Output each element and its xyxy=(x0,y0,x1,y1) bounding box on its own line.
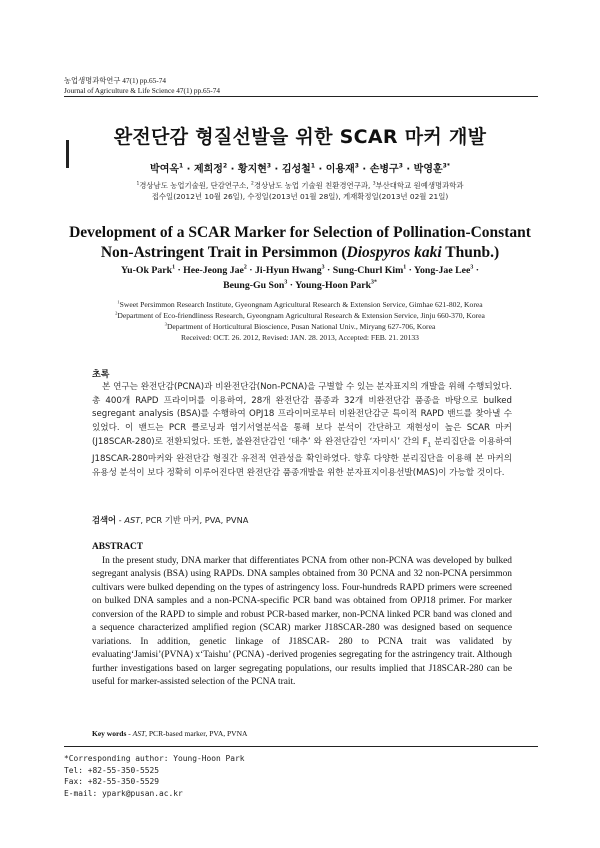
english-author: Hee-Jeong Jae xyxy=(183,265,244,276)
korean-author: 박여옥 xyxy=(150,164,180,175)
english-abstract-text: In the present study, DNA marker that differentiates PCNA from other non-PCNA was developed by bulked segregant analysis (BSA) using RAPDs. DNA samples obtained from 30 PCNA and 32 non-PCNA persimmon cultivars were bulked depending on the types of astringency loss. Four-hundreds RAPD primers were screened on bulked DNA samples and a non-PCNA-specific PCR band was obtained from OPJ18 primer. For marker conversion of the RAPD to simple and robust PCR-based marker, non-PCNA linked PCR band was cloned and a sequence characterized amplified region (SCAR) marker J18SCAR-280 was designed based on sequence variations. In addition, genetic linkage of J18SCAR- 280 to PCNA trait was validated by evaluating‘Jamisi’(PVNA) x‘Taishu’ (PCNA) -derived progenies segregating for the astringency trait. Although further investigations based on larger segregating populations, our results implied that J18SCAR-280 can be useful for marker-assisted selection of the PCNA trait. xyxy=(92,556,512,688)
english-author: Ji-Hyun Hwang xyxy=(254,265,322,276)
korean-author: 박영훈 xyxy=(413,164,443,175)
english-keywords: Key words - AST, PCR-based marker, PVA, PVNA xyxy=(92,729,248,738)
english-dates: Received: OCT. 26. 2012, Revised: JAN. 28. 2013, Accepted: FEB. 21. 20133 xyxy=(181,333,419,342)
korean-author: 이용재 xyxy=(325,164,355,175)
english-author: Beung-Gu Son xyxy=(223,279,285,291)
footnote-rule xyxy=(64,746,538,747)
korean-abstract-text: 본 연구는 완전단감(PCNA)과 비완전단감(Non-PCNA)을 구별할 수 있는 분자표지의 개발을 위해 수행되었다. 총 400개 RAPD 프라이머를 이용하여, 28개 완전단감 품종과 32개 비완전단감 품종을 바탕으로 bulked segregant analysis (BSA)를 수행하여 OPJ18 프라이머로부터 비완전단감군 특이적 RAPD 밴드를 찾아낼 수 있었다. 이 밴드는 PCR 클로닝과 염기서열분석을 통해 보다 분석이 간단하고 재현성이 높은 SCAR 마커(J18SCAR-280)로 전환되었다. 또한, 불완전단감인 ‘태추’ 와 완전단감인 ‘자미시’ 간의 $F_1$ 분리집단을 이용하여 J18SCAR-280마커와 완전단감 형질간 유전적 연관성을 확인하였다. 향후 다양한 분리집단을 이용해 본 마커의 유용성 분석이 보다 정확히 이루어진다면 완전단감 품종개발을 위한 분자표지이용선발(MAS)이 가능할 것이다. xyxy=(92,382,512,478)
korean-author: 손병구 xyxy=(369,164,399,175)
english-title: Development of a SCAR Marker for Selection of Pollination-Constant Non-Astringent Trait in Persimmon (Diospyros kaki Thunb.) xyxy=(69,224,531,261)
korean-author: 김성철 xyxy=(281,164,311,175)
corresponding-author: *Corresponding author: Young-Hoon Park xyxy=(64,754,245,763)
english-author: Yu-Ok Park xyxy=(120,265,173,276)
korean-keywords: 검색어 - AST, PCR 기반 마커, PVA, PVNA xyxy=(92,515,249,525)
korean-author: 제희정 xyxy=(193,164,223,175)
english-affiliations: $^1$Sweet Persimmon Research Institute, Gyeongnam Agricultural Research & Extension Service, Gimhae 621-802, Korea $^2$Department of Eco-friendliness Research, Gyeongnam Agricultural Research & Extension Service, Jinju 660-370, Korea $^3$Department of Horticultural Bioscience, Pusan National Univ., Miryang 627-706, Korea Received: OCT. 26. 2012, Revised: JAN. 28. 2013, Accepted: FEB. 21. 20133 xyxy=(60,299,540,343)
footnote xyxy=(64,753,245,799)
korean-affiliations: $^1$경상남도 농업기술원, 단감연구소, $^2$경상남도 농업 기술원 친환경연구과, $^3$부산대학교 원예생명과학과 접수일(2012년 10월 26일), 수정일(2013년 01월 28일), 게재확정일(2013년 02월 21일) xyxy=(60,181,540,202)
english-author: Yong-Jae Lee xyxy=(414,265,471,276)
fax: Fax: +82-55-350-5529 xyxy=(64,777,160,786)
korean-title: 완전단감 형질선발을 위한 SCAR 마커 개발 xyxy=(113,126,487,148)
telephone: Tel: +82-55-350-5525 xyxy=(64,765,160,775)
english-author: Young-Hoon Park xyxy=(295,279,372,291)
journal-header-english: Journal of Agriculture & Life Science 47(1) pp.65-74 xyxy=(64,86,221,95)
english-authors: Yu-Ok Park$^1$ · Hee-Jeong Jae$^2$ · Ji-Hyun Hwang$^3$ · Sung-Churl Kim$^1$ · Yong-Jae Lee$^3$ · Beung-Gu Son$^3$ · Young-Hoon Park$^{3*}$ xyxy=(120,264,480,291)
english-author: Sung-Churl Kim xyxy=(332,265,404,276)
korean-author: 황지현 xyxy=(237,164,267,175)
english-abstract-heading: ABSTRACT xyxy=(92,542,144,552)
email: E-mail: ypark@pusan.ac.kr xyxy=(64,788,183,798)
korean-dates: 접수일(2012년 10월 26일), 수정일(2013년 01월 28일), 게재확정일(2013년 02월 21일) xyxy=(151,191,449,201)
journal-header-korean: 농업생명과학연구 47(1) pp.65-74 xyxy=(64,76,166,85)
korean-authors: 박여옥$^1$ · 제희정$^2$ · 황지현$^3$ · 김성철$^1$ · 이용재$^3$ · 손병구$^3$ · 박영훈$^{3*}$ xyxy=(150,162,450,175)
header-rule xyxy=(64,96,538,97)
korean-abstract-heading: 초록 xyxy=(92,370,110,380)
